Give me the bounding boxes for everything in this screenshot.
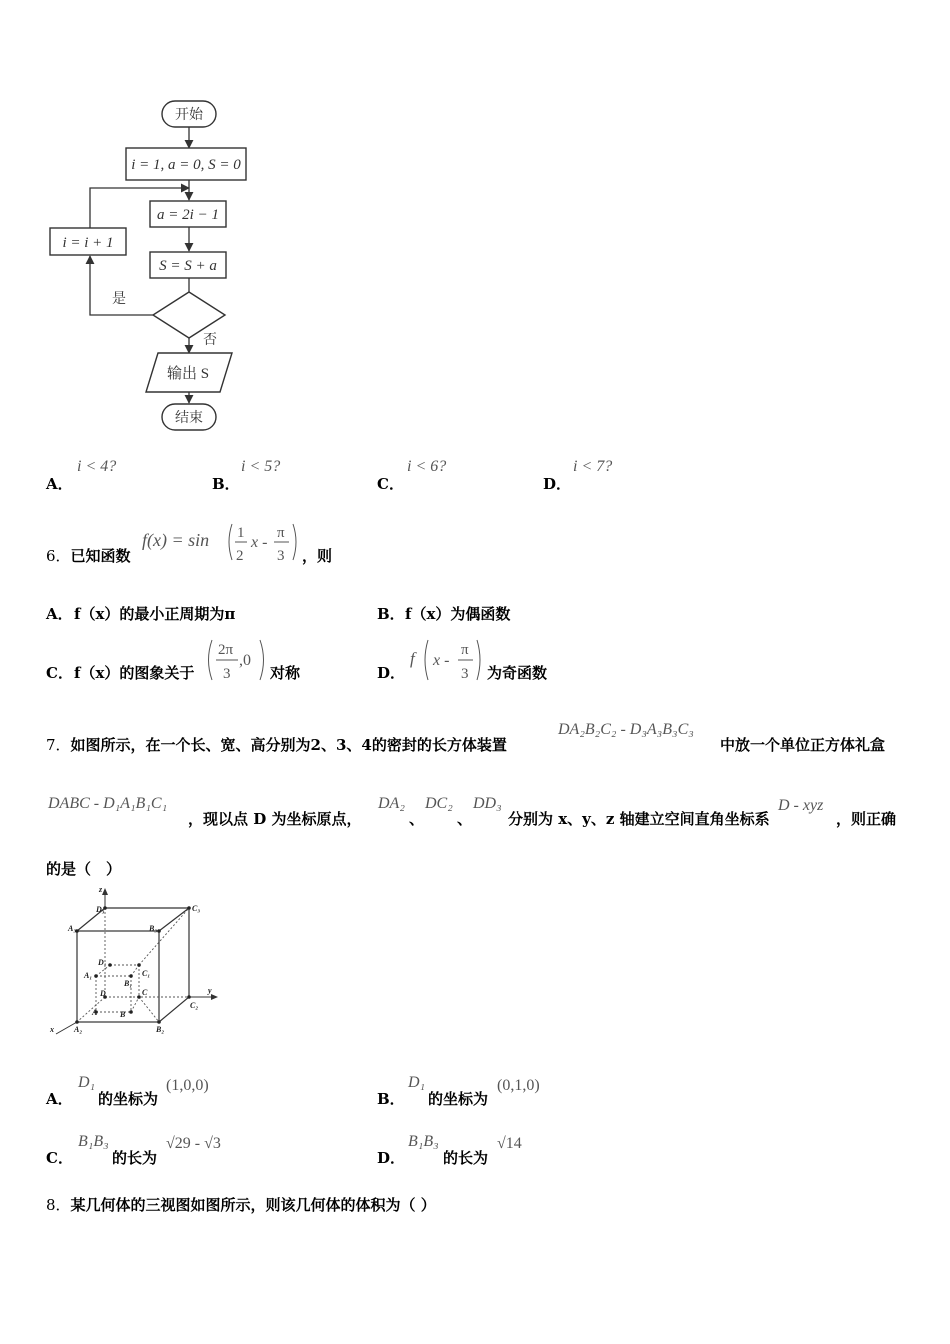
- q7-box-name: DA₂B₂C₂ - D₃A₃B₃C₃: [558, 721, 694, 738]
- q7-line2-c: ，则正确: [836, 810, 897, 828]
- q6-d-f: f: [410, 649, 415, 668]
- q6-option-d-label: D．: [377, 664, 406, 682]
- q6-option-a-label: A．: [46, 605, 73, 623]
- q6-option-b-label: B．: [377, 605, 405, 623]
- q7-option-b-label: B．: [377, 1090, 405, 1108]
- fig-label-d3: D₃: [96, 905, 105, 914]
- q7-option-d-label: D．: [377, 1149, 406, 1167]
- no-label: 否: [203, 333, 217, 348]
- q7-option-a-text: 的坐标为: [98, 1090, 159, 1108]
- q7-sep2: 、: [457, 810, 473, 828]
- q7-option-d-segment: B₁B₃: [408, 1133, 439, 1150]
- q6-number: 6．: [46, 547, 71, 565]
- q8-text: 某几何体的三视图如图所示，则该几何体的体积为（ ）: [70, 1196, 436, 1214]
- fig-label-a3: A₃: [68, 924, 77, 933]
- fig-label-d: D: [100, 989, 106, 998]
- step-a-text: a = 2i − 1: [157, 207, 219, 223]
- q7-line2-b: 分别为 x、y、z 轴建立空间直角坐标系: [508, 810, 770, 828]
- q6-option-c-text: f（x）的图象关于: [74, 664, 195, 682]
- init-text: i = 1, a = 0, S = 0: [131, 157, 241, 173]
- q6-d-three: 3: [461, 666, 469, 682]
- step-s-text: S = S + a: [159, 258, 217, 274]
- q6-stem-b: ，则: [302, 547, 333, 565]
- q7-cuboid-figure: [44, 884, 224, 1036]
- q7-coord-system: D - xyz: [778, 797, 824, 814]
- fig-label-b2: B₂: [156, 1025, 165, 1034]
- q5-option-b-text: i < 5?: [241, 458, 281, 475]
- q5-option-d-label: D．: [543, 475, 572, 493]
- q5-option-a-label: A．: [46, 475, 73, 493]
- q6-func-lhs: f(x) = sin: [142, 530, 210, 550]
- q7-axis-dc2: DC₂: [425, 795, 453, 812]
- fig-label-b3: B₃: [149, 924, 158, 933]
- q7-axis-dd3: DD₃: [473, 795, 502, 812]
- q7-option-a-value: (1,0,0): [166, 1077, 209, 1094]
- q6-function-formula: [140, 516, 305, 568]
- fig-label-a: A: [92, 1008, 98, 1017]
- end-text: 结束: [175, 411, 203, 426]
- q5-option-b-label: B．: [212, 475, 240, 493]
- q6-d-inner: x -: [433, 652, 450, 669]
- q7-option-d-text: 的长为: [443, 1149, 489, 1167]
- q6-option-c-label: C．: [46, 664, 73, 682]
- q6-option-c-point: [204, 634, 268, 686]
- fig-label-y: y: [208, 986, 212, 995]
- yes-label: 是: [112, 292, 126, 307]
- q6-c-point-tail: ,0: [239, 652, 251, 669]
- q6-three: 3: [277, 548, 285, 564]
- q7-option-c-label: C．: [46, 1149, 73, 1167]
- q6-c-point-den: 3: [223, 666, 231, 682]
- q5-option-a-text: i < 4?: [77, 458, 117, 475]
- q7-option-b-value: (0,1,0): [497, 1077, 540, 1094]
- q7-line1-b: 中放一个单位正方体礼盒: [720, 736, 886, 754]
- q7-option-c-text: 的长为: [112, 1149, 158, 1167]
- q7-option-c-value: √29 - √3: [166, 1135, 221, 1152]
- q6-option-d-formula: [408, 634, 486, 686]
- fig-label-c3: C₃: [192, 904, 201, 913]
- q7-option-c-segment: B₁B₃: [78, 1133, 109, 1150]
- q6-option-a-text: f（x）的最小正周期为π: [74, 605, 236, 623]
- q7-cube-name: DABC - D₁A₁B₁C₁: [48, 795, 168, 812]
- fig-label-b: B: [120, 1010, 126, 1019]
- q6-half-num: 1: [237, 525, 245, 541]
- q5-option-d-text: i < 7?: [573, 458, 613, 475]
- q7-axis-da2: DA₂: [378, 795, 405, 812]
- q7-option-a-label: A．: [46, 1090, 73, 1108]
- q7-option-a-point: D₁: [78, 1074, 96, 1091]
- q6-option-d-tail: 为奇函数: [487, 664, 548, 682]
- fig-label-c1: C₁: [142, 969, 151, 978]
- q5-option-c-text: i < 6?: [407, 458, 447, 475]
- fig-label-a1: A₁: [84, 971, 93, 980]
- step-i-text: i = i + 1: [62, 235, 114, 251]
- q7-line3: 的是（ ）: [46, 860, 122, 878]
- fig-label-a2: A₂: [74, 1025, 83, 1034]
- q6-option-b-text: f（x）为偶函数: [405, 605, 511, 623]
- flowchart: [40, 95, 270, 440]
- q6-half-den: 2: [236, 548, 244, 564]
- start-text: 开始: [175, 108, 203, 123]
- fig-label-z: z: [99, 885, 103, 894]
- fig-label-d1: D₁: [98, 958, 107, 967]
- q6-d-pi: π: [461, 642, 469, 658]
- q5-option-c-label: C．: [377, 475, 404, 493]
- q7-option-d-value: √14: [497, 1135, 522, 1152]
- q8-number: 8．: [46, 1196, 71, 1214]
- q6-x-minus: x -: [251, 534, 268, 551]
- q7-line2-a: ，现以点 D 为坐标原点，: [188, 810, 362, 828]
- q6-option-c-tail: 对称: [270, 664, 301, 682]
- q6-c-point-num: 2π: [218, 642, 234, 658]
- q6-pi: π: [277, 525, 285, 541]
- fig-label-x: x: [50, 1025, 54, 1034]
- q7-option-b-text: 的坐标为: [428, 1090, 489, 1108]
- q6-stem-a: 已知函数: [70, 547, 131, 565]
- fig-label-c: C: [142, 988, 148, 997]
- q7-option-b-point: D₁: [408, 1074, 426, 1091]
- fig-label-c2: C₂: [190, 1001, 199, 1010]
- fig-label-b1: B₁: [124, 979, 133, 988]
- decision-diamond: [153, 292, 225, 338]
- q7-line1-a: 如图所示，在一个长、宽、高分别为2、3、4的密封的长方体装置: [70, 736, 507, 754]
- q7-sep1: 、: [409, 810, 425, 828]
- output-text: 输出 S: [166, 366, 210, 382]
- q7-number: 7．: [46, 736, 71, 754]
